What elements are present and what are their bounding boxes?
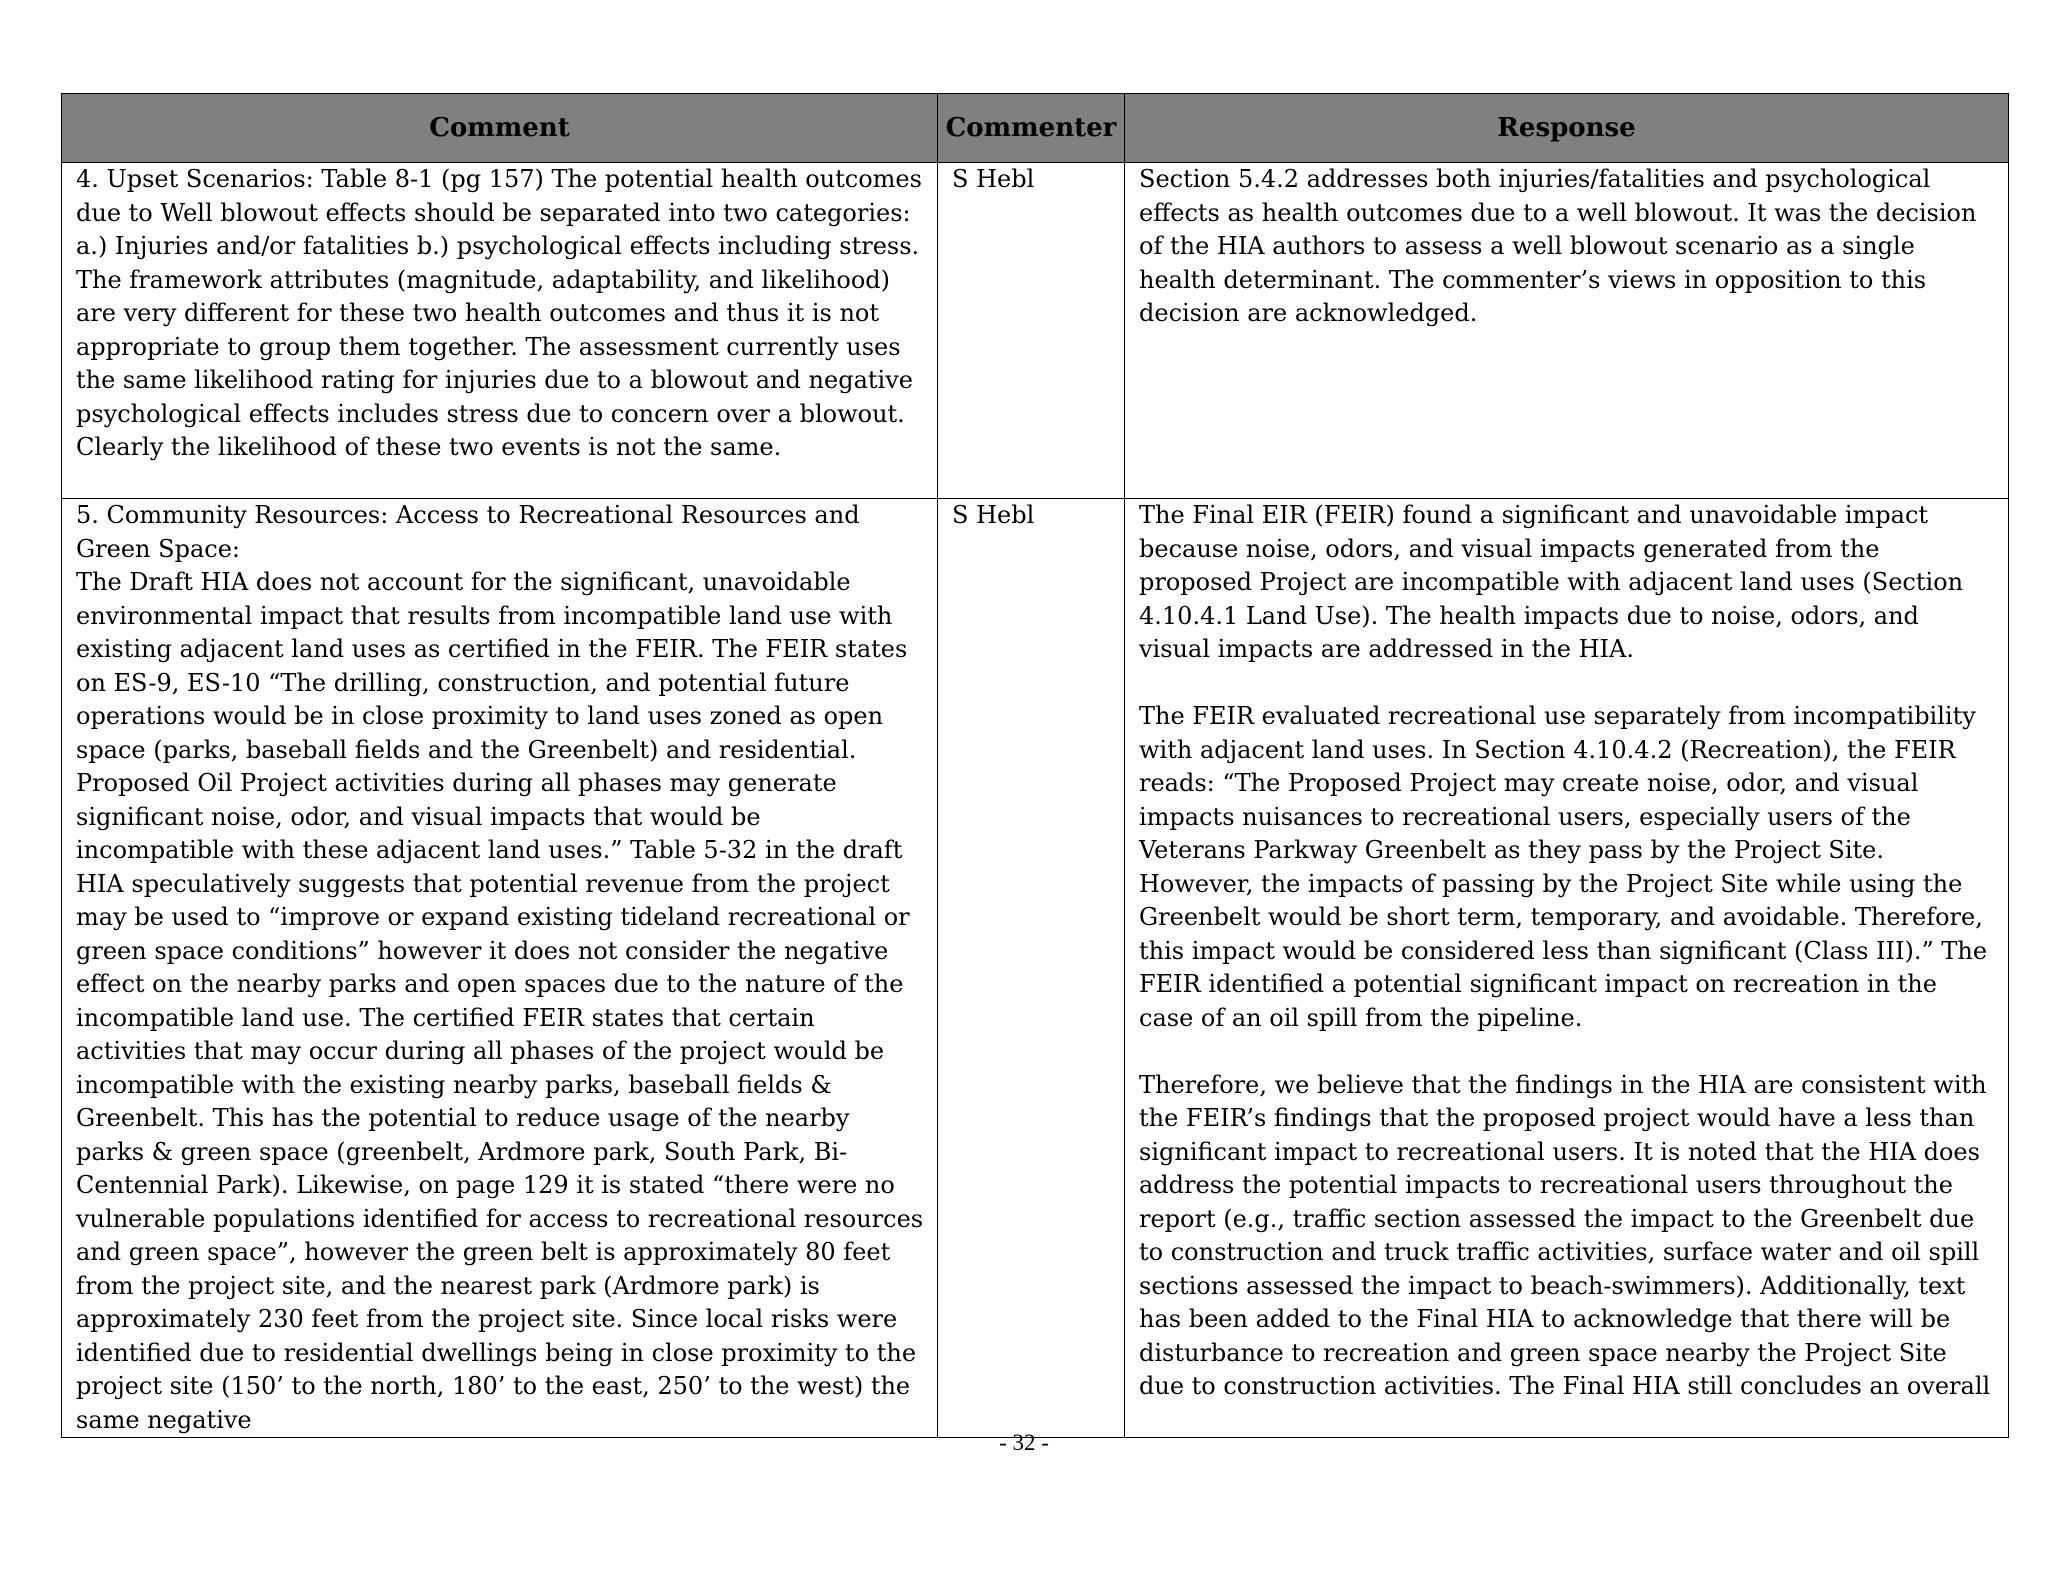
header-commenter: Commenter [938,94,1125,163]
response-cell: Section 5.4.2 addresses both injuries/fatalities and psychological effects as health outcomes due to a well blowout. It was the decision of the HIA authors to assess a well blowout scenario as a single health determinant. The commenter’s views in opposition to this decision are acknowledged. [1125,163,2009,499]
table-row [62,499,2009,1438]
table-header-row [62,94,2009,163]
commenter-cell: S Hebl [938,499,1125,1438]
header-comment: Comment [62,94,938,163]
comment-cell: 5. Community Resources: Access to Recreational Resources and Green Space: The Draft HIA does not account for the significant, unavoidable environmental impact that results from incompatible land use with existing adjacent land uses as certified in the FEIR. The FEIR states on ES-9, ES-10 “The drilling, construction, and potential future operations would be in close proximity to land uses zoned as open space (parks, baseball fields and the Greenbelt) and residential. Proposed Oil Project activities during all phases may generate significant noise, odor, and visual impacts that would be incompatible with these adjacent land uses.” Table 5-32 in the draft HIA speculatively suggests that potential revenue from the project may be used to “improve or expand existing tideland recreational or green space conditions” however it does not consider the negative effect on the nearby parks and open spaces due to the nature of the incompatible land use. The certified FEIR states that certain activities that may occur during all phases of the project would be incompatible with the existing nearby parks, baseball fields & Greenbelt. This has the potential to reduce usage of the nearby parks & green space (greenbelt, Ardmore park, South Park, Bi-Centennial Park). Likewise, on page 129 it is stated “there were no vulnerable populations identified for access to recreational resources and green space”, however the green belt is approximately 80 feet from the project site, and the nearest park (Ardmore park) is approximately 230 feet from the project site. Since local risks were identified due to residential dwellings being in close proximity to the project site (150’ to the north, 180’ to the east, 250’ to the west) the same negative [62,499,938,1438]
table-row [62,163,2009,499]
response-cell: The Final EIR (FEIR) found a significant and unavoidable impact because noise, odors, and visual impacts generated from the proposed Project are incompatible with adjacent land uses (Section 4.10.4.1 Land Use). The health impacts due to noise, odors, and visual impacts are addressed in the HIA. The FEIR evaluated recreational use separately from incompatibility with adjacent land uses. In Section 4.10.4.2 (Recreation), the FEIR reads: “The Proposed Project may create noise, odor, and visual impacts nuisances to recreational users, especially users of the Veterans Parkway Greenbelt as they pass by the Project Site. However, the impacts of passing by the Project Site while using the Greenbelt would be short term, temporary, and avoidable. Therefore, this impact would be considered less than significant (Class III).” The FEIR identified a potential significant impact on recreation in the case of an oil spill from the pipeline. Therefore, we believe that the findings in the HIA are consistent with the FEIR’s findings that the proposed project would have a less than significant impact to recreational users. It is noted that the HIA does address the potential impacts to recreational users throughout the report (e.g., traffic section assessed the impact to the Greenbelt due to construction and truck traffic activities, surface water and oil spill sections assessed the impact to beach-swimmers). Additionally, text has been added to the Final HIA to acknowledge that there will be disturbance to recreation and green space nearby the Project Site due to construction activities. The Final HIA still concludes an overall [1125,499,2009,1438]
commenter-cell: S Hebl [938,163,1125,499]
comment-response-table [61,93,2009,1438]
header-response: Response [1125,94,2009,163]
page-number: - 32 - [999,1430,1049,1455]
comment-cell: 4. Upset Scenarios: Table 8-1 (pg 157) The potential health outcomes due to Well blowout effects should be separated into two categories: a.) Injuries and/or fatalities b.) psychological effects including stress. The framework attributes (magnitude, adaptability, and likelihood) are very different for these two health outcomes and thus it is not appropriate to group them together. The assessment currently uses the same likelihood rating for injuries due to a blowout and negative psychological effects includes stress due to concern over a blowout. Clearly the likelihood of these two events is not the same. [62,163,938,499]
